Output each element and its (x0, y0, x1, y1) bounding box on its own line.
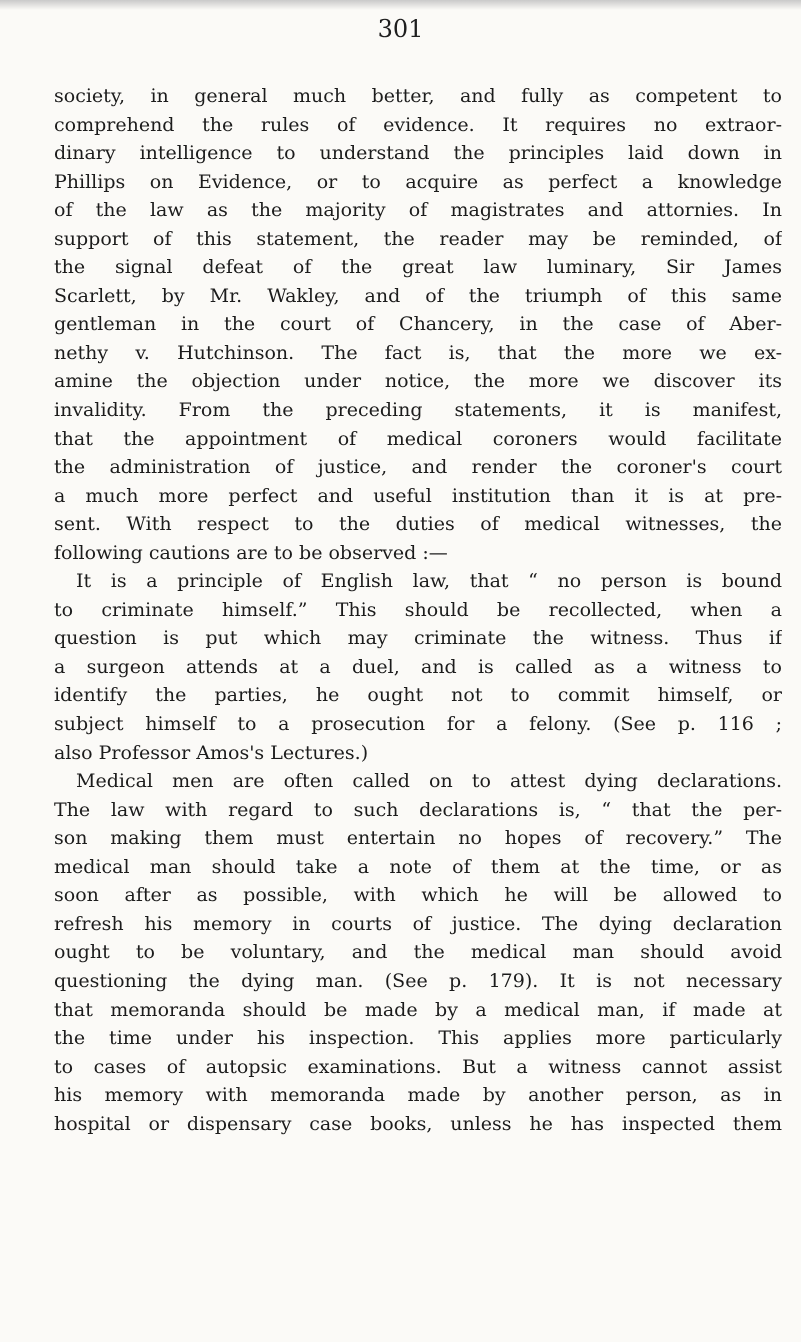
text-line: dinary intelligence to understand the principles laid down in (54, 142, 782, 165)
text-line: subject himself to a prosecution for a felony. (See p. 116 ; (54, 713, 782, 736)
text-line: a much more perfect and useful institution than it is at pre- (54, 484, 782, 507)
text-line: Phillips on Evidence, or to acquire as perfect a knowledge (54, 170, 782, 193)
text-line: questioning the dying man. (See p. 179). It is not necessary (54, 969, 782, 992)
text-line: a surgeon attends at a duel, and is called as a witness to (54, 655, 782, 678)
text-line: the signal defeat of the great law luminary, Sir James (54, 256, 782, 279)
text-line: the administration of justice, and render the coroner's court (54, 456, 782, 479)
page-top-edge (0, 0, 801, 10)
page-number: 301 (377, 15, 424, 43)
text-line: soon after as possible, with which he will be allowed to (54, 884, 782, 907)
text-line: also Professor Amos's Lectures.) (54, 741, 369, 764)
text-line: medical man should take a note of them at the time, or as (54, 855, 782, 878)
text-line: hospital or dispensary case books, unless he has inspected them (54, 1112, 782, 1135)
text-line: his memory with memoranda made by another person, as in (54, 1084, 782, 1107)
text-line: The law with regard to such declarations is, “ that the per- (54, 798, 782, 821)
text-line: the time under his inspection. This applies more particularly (54, 1027, 782, 1050)
body-text (54, 82, 782, 1138)
text-line: to criminate himself.” This should be recollected, when a (54, 598, 782, 621)
text-line: society, in general much better, and fully as competent to (54, 85, 782, 107)
text-line: of the law as the majority of magistrates and attornies. In (54, 199, 782, 222)
text-line: that the appointment of medical coroners would facilitate (54, 427, 782, 450)
text-line: ought to be voluntary, and the medical man should avoid (54, 941, 782, 964)
text-line: support of this statement, the reader may be reminded, of (54, 227, 782, 250)
text-line: question is put which may criminate the witness. Thus if (54, 627, 782, 650)
text-line: invalidity. From the preceding statements, it is manifest, (54, 399, 782, 422)
text-line: following cautions are to be observed :— (54, 541, 448, 564)
text-line: to cases of autopsic examinations. But a witness cannot assist (54, 1055, 782, 1078)
text-line: that memoranda should be made by a medical man, if made at (54, 998, 782, 1021)
text-line: nethy v. Hutchinson. The fact is, that the more we ex- (54, 341, 782, 364)
text-line: Scarlett, by Mr. Wakley, and of the triumph of this same (54, 284, 782, 307)
text-line: identify the parties, he ought not to commit himself, or (54, 684, 782, 707)
text-line: It is a principle of English law, that “ no person is bound (76, 570, 782, 593)
text-line: amine the objection under notice, the more we discover its (54, 370, 782, 393)
text-line: gentleman in the court of Chancery, in the case of Aber- (54, 313, 782, 336)
text-line: sent. With respect to the duties of medical witnesses, the (54, 513, 782, 536)
text-line: refresh his memory in courts of justice. The dying declaration (54, 912, 782, 935)
text-line: Medical men are often called on to attest dying declarations. (76, 770, 782, 793)
text-line: son making them must entertain no hopes of recovery.” The (54, 827, 782, 850)
text-line: comprehend the rules of evidence. It requires no extraor- (54, 113, 782, 136)
